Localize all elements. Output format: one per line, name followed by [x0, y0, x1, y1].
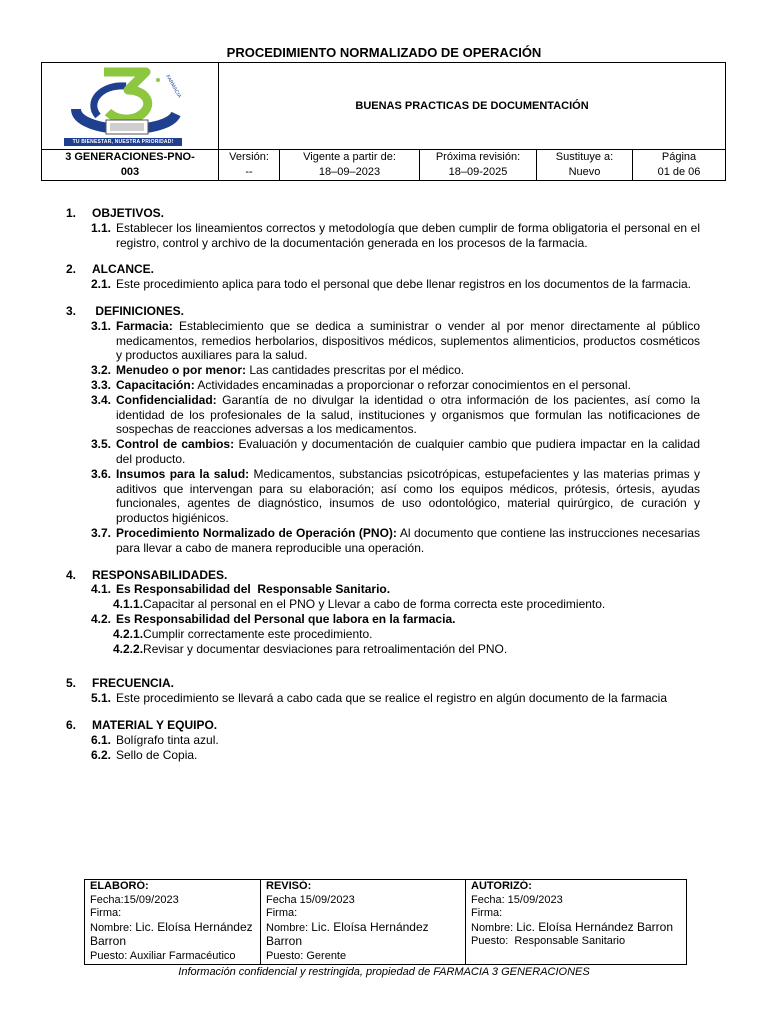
signature-autorizo [466, 880, 687, 965]
definition-term: Control de cambios: [116, 437, 235, 452]
definition-item [66, 525, 704, 556]
signature-name: Lic. Eloísa Hernández Barron [90, 919, 253, 949]
section-definiciones [66, 303, 704, 556]
replaces-label: Sustituye a: [555, 151, 614, 163]
section-responsabilidades [66, 568, 700, 657]
section-title: MATERIAL Y EQUIPO. [92, 717, 218, 732]
item-number: 3.1. [91, 318, 112, 333]
section-number: 6. [66, 717, 77, 732]
signature-name-label: Nombre: [471, 921, 517, 934]
item-number: 3.3. [91, 377, 112, 392]
signature-date: Fecha: 15/09/2023 [471, 893, 563, 906]
list-item [66, 733, 700, 748]
replaces-cell [537, 150, 633, 181]
signature-role: REVISÓ: [266, 880, 312, 892]
document-body [66, 206, 704, 774]
sub-item-number: 4.1.1. [113, 597, 144, 612]
responsibility-heading: Es Responsabilidad del Responsable Sanitario. [116, 582, 391, 597]
signature-date: Fecha:15/09/2023 [90, 893, 179, 906]
item-number: 3.2. [91, 363, 112, 378]
pharmacy-logo [46, 64, 218, 148]
definition-text: Las cantidades prescritas por el médico. [246, 363, 465, 378]
sub-item-text: Revisar y documentar desviaciones para retroalimentación del PNO. [143, 641, 508, 656]
document-code [42, 150, 219, 181]
definition-term: Confidencialidad: [116, 392, 217, 407]
document-code-line-1: 3 GENERACIONES-PNO- [65, 151, 195, 163]
item-text: Este procedimiento aplica para todo el personal que debe llenar registros en los documentos de la farmacia. [116, 277, 692, 292]
sub-item [113, 597, 700, 612]
procedure-subtitle: BUENAS PRACTICAS DE DOCUMENTACIÓN [219, 63, 726, 150]
document-code-line-2: 003 [120, 166, 140, 178]
section-heading [66, 262, 700, 277]
list-item [66, 691, 700, 706]
item-number: 6.1. [91, 732, 112, 747]
version-label: Versión: [229, 151, 269, 163]
responsibility-heading: Es Responsabilidad del Personal que labora en la farmacia. [116, 611, 456, 626]
signature-elaboro [85, 880, 261, 965]
signature-role: ELABORÓ: [90, 880, 149, 892]
sub-item-text: Cumplir correctamente este procedimiento. [143, 626, 373, 641]
sub-item [113, 627, 700, 642]
sub-item-text: Capacitar al personal en el PNO y Llevar a cabo de forma correcta este procedimiento. [143, 597, 606, 612]
effective-date-value: 18–09–2023 [318, 166, 381, 178]
item-number: 3.5. [91, 437, 112, 452]
logo-slogan: TU BIENESTAR, NUESTRA PRIORIDAD! [64, 138, 182, 146]
page-cell [633, 150, 726, 181]
definition-item [66, 378, 700, 393]
list-item [66, 277, 700, 292]
section-frecuencia [66, 676, 700, 706]
definition-item [66, 437, 704, 467]
definition-term: Menudeo o por menor: [116, 363, 246, 378]
section-title: OBJETIVOS. [92, 206, 165, 220]
confidentiality-footer: Información confidencial y restringida, propiedad de FARMACIA 3 GENERACIONES [178, 966, 590, 978]
section-title: FRECUENCIA. [92, 676, 175, 691]
signature-reviso [261, 880, 466, 965]
effective-date-label: Vigente a partir de: [303, 151, 396, 163]
definition-text: Garantía de no divulgar la identidad o otra información de los pacientes, así como la identidad de los profesionales de la salud, instituciones y organismos que formulan las notificaciones de sospechas de reacciones adversas a los medicamentos. [116, 392, 704, 437]
section-number: 1. [66, 206, 77, 220]
definition-item [66, 392, 704, 437]
definition-term: Capacitación: [116, 377, 195, 392]
definition-text: Medicamentos, substancias psicotrópicas, estupefacientes y las materias primas y aditivos que intervengan para su elaboración; así como los equipos médicos, prótesis, órtesis, ayudas funcionales, agentes de diagnóstico, insumos de uso odontológico, material quirúrgico, de curación y productos higiénicos. [116, 466, 704, 526]
page-number: 01 de 06 [657, 166, 701, 178]
document-title: PROCEDIMIENTO NORMALIZADO DE OPERACIÓN [226, 45, 542, 60]
definition-term: Insumos para la salud: [116, 466, 250, 481]
sub-item [113, 642, 700, 657]
signature-name-label: Nombre: [266, 921, 312, 934]
definition-item [66, 466, 704, 526]
list-item [66, 221, 700, 251]
signature-firma-label: Firma: [90, 907, 122, 920]
item-text: Sello de Copia. [116, 747, 198, 762]
section-heading [66, 718, 700, 733]
next-revision-label: Próxima revisión: [435, 151, 521, 163]
effective-date-cell [280, 150, 420, 181]
signature-firma-label: Firma: [471, 907, 503, 920]
item-number: 3.7. [91, 525, 112, 540]
logo-mark-icon [46, 64, 218, 138]
sub-item-number: 4.2.2. [113, 641, 144, 656]
section-number: 4. [66, 567, 77, 582]
definition-text: Al documento que contiene las instrucciones necesarias para llevar a cabo de manera reproducible una operación. [116, 525, 704, 555]
signature-date: Fecha 15/09/2023 [266, 893, 355, 906]
next-revision-value: 18–09-2025 [448, 166, 508, 178]
item-number: 5.1. [91, 691, 112, 706]
section-heading [66, 676, 700, 691]
section-material [66, 718, 700, 762]
section-heading [66, 304, 700, 319]
page-label: Página [661, 151, 697, 163]
item-text: Este procedimiento se llevará a cabo cada que se realice el registro en algún documento de la farmacia [116, 691, 667, 706]
item-text: Establecer los lineamientos correctos y metodología que deben cumplir de forma obligatoria el personal en el registro, control y archivo de la documentación generada en los procesos de la farmacia. [116, 220, 700, 250]
item-number: 4.1. [91, 582, 112, 597]
signature-firma-label: Firma: [266, 907, 298, 920]
section-heading [66, 206, 700, 221]
signature-position: Puesto: Gerente [266, 949, 347, 962]
definition-text: Evaluación y documentación de cualquier cambio que pudiera impactar en la calidad del producto. [116, 437, 704, 466]
signature-table [84, 879, 687, 965]
signature-role: AUTORIZÓ: [471, 880, 532, 892]
section-title: RESPONSABILIDADES. [92, 567, 228, 582]
section-number: 2. [66, 262, 77, 277]
item-number: 4.2. [91, 611, 112, 626]
next-revision-cell [420, 150, 537, 181]
definition-text: Establecimiento que se dedica a suministrar o vender al por menor directamente al público medicamentos, remedios herbolarios, dispositivos médicos, suplementos alimenticios, productos cosméticos y productos auxiliares para la salud. [116, 318, 704, 363]
version-value: -- [245, 166, 253, 178]
item-number: 3.4. [91, 392, 112, 407]
item-number: 1.1. [91, 220, 112, 235]
signature-name: Lic. Eloísa Hernández Barron [266, 919, 429, 949]
definition-term: Procedimiento Normalizado de Operación (PNO): [116, 525, 397, 540]
signature-name: Lic. Eloísa Hernández Barron [516, 919, 673, 934]
signature-position: Puesto: Auxiliar Farmacéutico [90, 949, 236, 962]
section-number: 5. [66, 676, 77, 691]
logo-cell [42, 63, 219, 150]
signature-name-label: Nombre: [90, 921, 136, 934]
header-table [41, 62, 726, 181]
sub-item-number: 4.2.1. [113, 626, 144, 641]
definition-term: Farmacia: [116, 318, 173, 333]
section-heading [66, 568, 700, 583]
section-title: DEFINICIONES. [92, 303, 185, 318]
item-number: 6.2. [91, 747, 112, 762]
logo-brand-word: FARMACIA [164, 74, 183, 100]
replaces-value: Nuevo [568, 166, 601, 178]
list-item [66, 582, 700, 597]
definition-text: Actividades encaminadas a proporcionar o reforzar conocimientos en el personal. [194, 377, 631, 392]
definition-item [66, 363, 700, 378]
definition-item [66, 318, 704, 363]
list-item [66, 612, 700, 627]
section-number: 3. [66, 303, 77, 318]
section-title: ALCANCE. [92, 262, 154, 277]
signature-position: Puesto: Responsable Sanitario [471, 935, 626, 948]
section-objetivos [66, 206, 700, 250]
section-alcance [66, 262, 700, 292]
item-text: Bolígrafo tinta azul. [116, 732, 219, 747]
item-number: 3.6. [91, 466, 112, 481]
version-cell [219, 150, 280, 181]
list-item [66, 748, 700, 763]
item-number: 2.1. [91, 277, 112, 292]
